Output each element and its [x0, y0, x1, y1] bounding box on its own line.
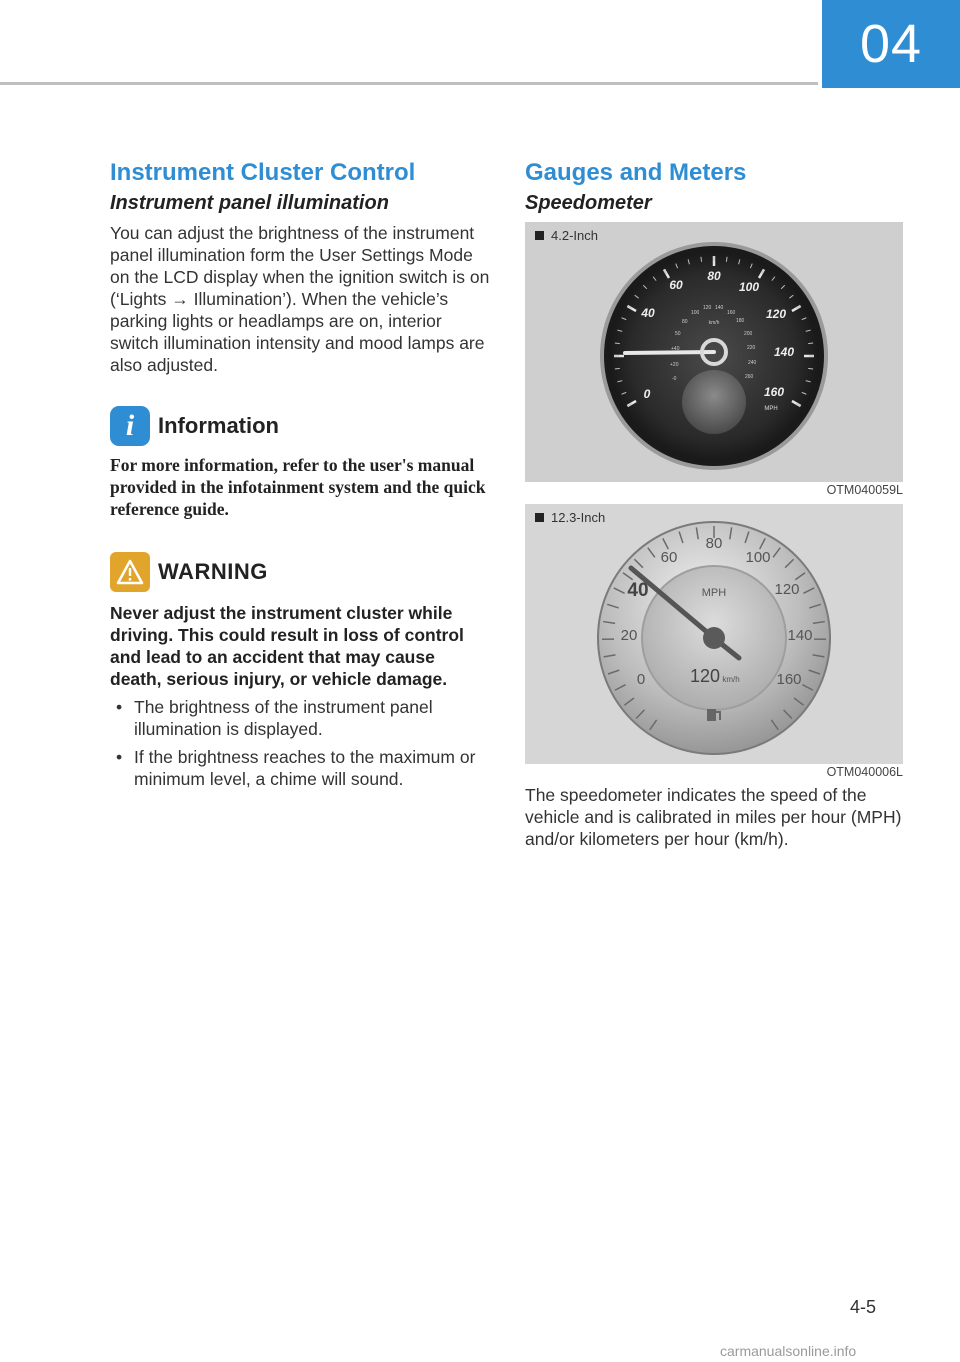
warning-label: WARNING [158, 559, 268, 584]
tick-mark [615, 368, 620, 369]
bullet-item: • The brightness of the instrument panel illumination is displayed. [110, 696, 490, 740]
square-bullet-icon [535, 231, 544, 240]
mph-tick-100: 100 [738, 280, 760, 294]
tick-mark [726, 257, 727, 262]
speedometer-body-text: The speedometer indicates the speed of the vehicle and is calibrated in miles per hour (MPH) and/or kilometers per hour (km/h). [525, 785, 902, 849]
illumination-body-text: You can adjust the brightness of the instrument panel illumination form the User Settings Mode on the LCD display when the ignition switch is on (‘Lights → Illumination’). When the vehicle’s parking lights or headlamps are on, interior switch illumination intensity and mood lamps are also adjusted. [110, 223, 490, 375]
information-heading [110, 406, 490, 446]
gauge-tick-20: 20 [620, 627, 638, 644]
left-column [110, 158, 490, 790]
kmh-tick: 240 [748, 360, 757, 366]
kmh-tick: 120 [703, 305, 712, 311]
kmh-tick: -0 [672, 376, 677, 382]
kmh-unit-label: km/h [708, 320, 720, 326]
mph-tick-160: 160 [763, 385, 785, 399]
information-label: Information [158, 413, 279, 438]
info-icon: i [110, 406, 150, 446]
kmh-tick: 140 [715, 305, 724, 311]
gauge-tick-140: 140 [787, 627, 813, 644]
gauge-tick-40: 40 [627, 580, 649, 601]
warning-text: Never adjust the instrument cluster while driving. This could result in loss of control and lead to an accident that may cause death, serious injury, or vehicle damage. [110, 603, 464, 689]
speedometer-figure-12-3-inch [525, 504, 903, 764]
gauge-tick-160: 160 [776, 671, 802, 688]
kmh-tick: 50 [675, 331, 681, 337]
kmh-tick: +20 [670, 362, 679, 368]
tick-mark [701, 257, 702, 262]
figure-code-12-3-inch: OTM040006L [826, 765, 903, 779]
kmh-tick: 100 [691, 310, 700, 316]
mph-tick-80: 80 [707, 269, 721, 283]
warning-icon [110, 552, 150, 592]
figure-label [535, 510, 605, 525]
mph-unit-label: MPH [764, 406, 778, 412]
right-column [525, 158, 903, 850]
figure-code-4-2-inch: OTM040059L [826, 483, 903, 497]
tick-mark [615, 343, 620, 344]
speedometer-12-3-inch-graphic [525, 504, 903, 764]
subsection-title-speedometer: Speedometer [525, 192, 652, 214]
gauge-unit-mph: MPH [701, 587, 727, 599]
sub-display-circle [682, 370, 746, 434]
tick-mark [808, 343, 813, 344]
figure-label-text: 4.2-Inch [551, 228, 598, 243]
kmh-tick: +40 [671, 346, 680, 352]
kmh-tick: 260 [745, 374, 754, 380]
figure-label-text: 12.3-Inch [551, 510, 606, 525]
kmh-tick: 220 [747, 345, 756, 351]
tick-mark [808, 368, 813, 369]
mph-tick-0: 0 [643, 387, 651, 401]
digital-speed: 120 [689, 666, 721, 686]
kmh-tick: 160 [727, 310, 736, 316]
gauge-tick-0: 0 [636, 671, 646, 688]
section-title-gauges: Gauges and Meters [525, 159, 747, 186]
digital-unit: km/h [722, 675, 740, 684]
kmh-tick: 180 [736, 318, 745, 324]
watermark-text: carmanualsonline.info [720, 1343, 857, 1359]
figure-label [535, 228, 598, 243]
gauge-tick-120: 120 [774, 581, 800, 598]
speedometer-figure-4-2-inch [525, 222, 903, 482]
speedometer-4-2-inch-graphic [525, 222, 903, 482]
page-number: 4-5 [850, 1297, 877, 1317]
section-title-instrument-cluster: Instrument Cluster Control [110, 159, 416, 186]
gauge-tick-100: 100 [745, 549, 771, 566]
kmh-tick: 200 [744, 331, 753, 337]
gauge-tick-80: 80 [705, 535, 723, 552]
header-rule [0, 82, 818, 85]
mph-tick-140: 140 [773, 345, 795, 359]
information-text: For more information, refer to the user's manual provided in the infotainment system and the quick reference guide. [110, 455, 486, 519]
bullet-item: • If the brightness reaches to the maximum or minimum level, a chime will sound. [110, 746, 490, 790]
needle-hub [703, 627, 725, 649]
chapter-tab: 04 [822, 0, 960, 88]
warning-heading [110, 552, 490, 592]
warning-bullet-list [110, 696, 490, 790]
square-bullet-icon [535, 513, 544, 522]
subsection-title-illumination: Instrument panel illumination [110, 192, 389, 214]
mph-tick-60: 60 [669, 278, 683, 292]
mph-tick-40: 40 [641, 306, 655, 320]
kmh-tick: 80 [682, 319, 688, 325]
gauge-tick-60: 60 [660, 549, 678, 566]
mph-tick-120: 120 [765, 307, 787, 321]
